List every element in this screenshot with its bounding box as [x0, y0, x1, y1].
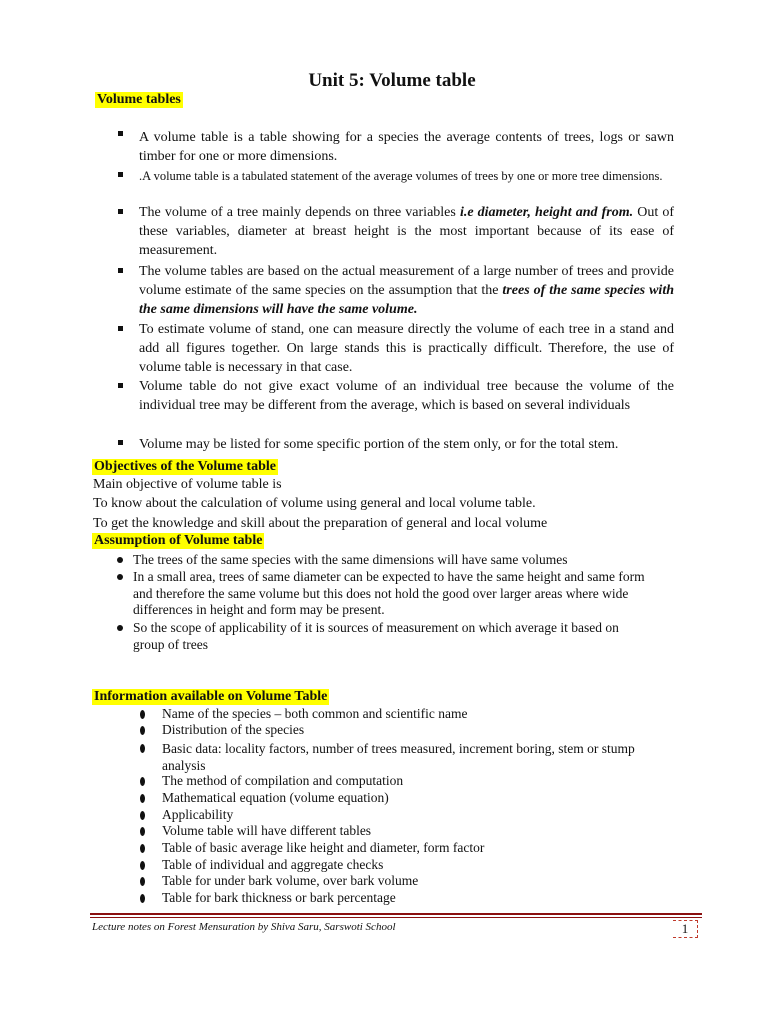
list-item: Table for under bark volume, over bark volume [162, 873, 419, 888]
list-item: So the scope of applicability of it is sources of measurement on which average it based on group of trees [133, 620, 619, 652]
square-bullet-icon [118, 268, 123, 273]
list-item: Basic data: locality factors, number of trees measured, increment boring, stem or stump analysis [162, 741, 635, 773]
square-bullet-icon [118, 383, 123, 388]
list-item: To estimate volume of stand, one can measure directly the volume of each tree in a stand and add all figures together. On large stands this is practically difficult. Therefore, the use of volume table is necessary in that case. [139, 322, 674, 375]
list-item: Table for bark thickness or bark percentage [162, 890, 396, 905]
bullet-oval-icon [140, 777, 145, 786]
bullet-oval-icon [140, 844, 145, 853]
square-bullet-icon [118, 440, 123, 445]
heading-objectives: Objectives of the Volume table [94, 459, 276, 474]
footer-divider [90, 913, 702, 915]
bullet-dot-icon [117, 625, 123, 631]
page-title: Unit 5: Volume table [308, 70, 476, 91]
bullet-oval-icon [140, 827, 145, 836]
objectives-line: Main objective of volume table is [93, 477, 282, 492]
bullet-dot-icon [117, 557, 123, 563]
list-item: Volume table will have different tables [162, 823, 372, 838]
objectives-line: To know about the calculation of volume using general and local volume table. [93, 496, 536, 511]
bullet-oval-icon [140, 744, 145, 753]
heading-assumption: Assumption of Volume table [94, 533, 263, 548]
heading-volume-tables: Volume tables [97, 92, 181, 107]
square-bullet-icon [118, 131, 123, 136]
list-item: The trees of the same species with the same dimensions will have same volumes [133, 552, 568, 567]
bullet-oval-icon [140, 894, 145, 903]
list-item: Distribution of the species [162, 722, 305, 737]
objectives-line: To get the knowledge and skill about the preparation of general and local volume [93, 516, 548, 531]
bullet-oval-icon [140, 861, 145, 870]
footer-divider [90, 917, 702, 918]
list-item: Volume may be listed for some specific portion of the stem only, or for the total stem. [139, 437, 619, 452]
list-item: .A volume table is a tabulated statement of the average volumes of trees by one or more tree dimensions. [139, 169, 663, 183]
list-item: Table of basic average like height and diameter, form factor [162, 840, 485, 855]
square-bullet-icon [118, 209, 123, 214]
footer-text: Lecture notes on Forest Mensuration by Shiva Saru, Sarswoti School [92, 921, 396, 933]
heading-information: Information available on Volume Table [94, 689, 328, 704]
list-item: A volume table is a table showing for a species the average contents of trees, logs or sawn timber for one or more dimensions. [139, 130, 674, 164]
bullet-dot-icon [117, 574, 123, 580]
square-bullet-icon [118, 326, 123, 331]
list-item: The volume of a tree mainly depends on three variables i.e diameter, height and from. Out of these variables, diameter at breast height is the most important because of its ease of measurement. [139, 205, 674, 258]
square-bullet-icon [118, 172, 123, 177]
bullet-oval-icon [140, 877, 145, 886]
list-item: In a small area, trees of same diameter can be expected to have the same height and same form and therefore the same volume but this does not hold the good over larger areas where wide differences in height and form may be present. [133, 569, 645, 617]
list-item: Applicability [162, 807, 234, 822]
page-number: 1 [673, 920, 698, 938]
list-item: Name of the species – both common and scientific name [162, 706, 468, 721]
bullet-oval-icon [140, 811, 145, 820]
bullet-oval-icon [140, 794, 145, 803]
bullet-oval-icon [140, 726, 145, 735]
list-item: The volume tables are based on the actual measurement of a large number of trees and provide volume estimate of the same species on the assumption that the trees of the same species with the same dimensions will have the same volume. [139, 264, 674, 317]
list-item: The method of compilation and computation [162, 773, 404, 788]
list-item: Table of individual and aggregate checks [162, 857, 384, 872]
list-item: Volume table do not give exact volume of an individual tree because the volume of the individual tree may be different from the average, which is based on several individuals [139, 379, 674, 413]
bullet-oval-icon [140, 710, 145, 719]
list-item: Mathematical equation (volume equation) [162, 790, 389, 805]
